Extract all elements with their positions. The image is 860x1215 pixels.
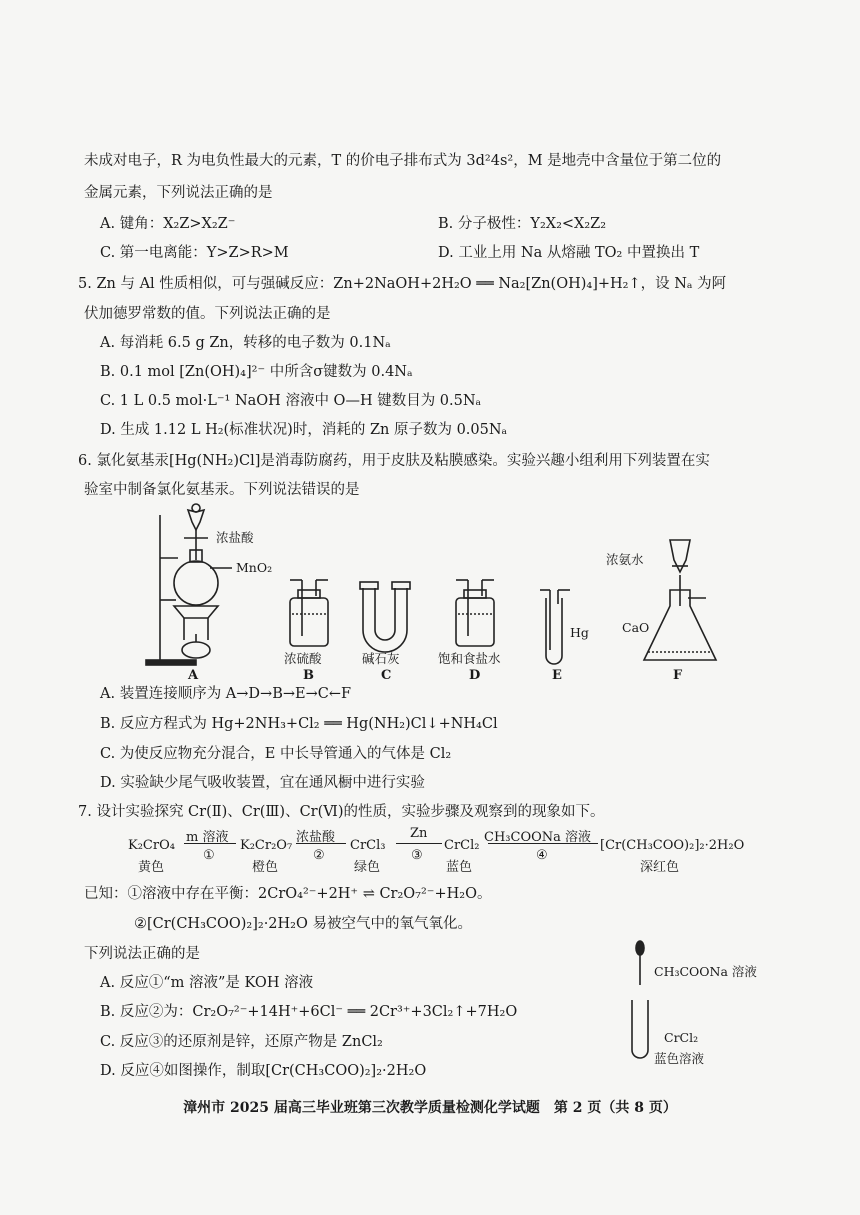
label-ch3coona-solution: CH₃COONa 溶液 bbox=[654, 964, 757, 979]
q4-stem-line1: 未成对电子，R 为电负性最大的元素，T 的价电子排布式为 3d²4s²，M 是地壳中含量位于第二位的 bbox=[84, 153, 722, 169]
dropping-funnel-f bbox=[670, 540, 690, 572]
q6-option-d: D. 实验缺少尾气吸收装置，宜在通风橱中进行实验 bbox=[100, 775, 425, 791]
label-conc-ammonia: 浓氨水 bbox=[606, 552, 644, 567]
label-mno2: MnO₂ bbox=[236, 560, 273, 575]
step-4: ④ bbox=[536, 848, 548, 863]
q5-option-c: C. 1 L 0.5 mol·L⁻¹ NaOH 溶液中 O—H 键数目为 0.5Nₐ bbox=[100, 393, 482, 409]
step-2: ② bbox=[313, 848, 325, 863]
q5-option-b: B. 0.1 mol [Zn(OH)₄]²⁻ 中所含σ键数为 0.4Nₐ bbox=[100, 364, 413, 380]
caption-c: C bbox=[381, 668, 392, 683]
q5-stem-line1: 5. Zn 与 Al 性质相似，可与强碱反应：Zn+2NaOH+2H₂O ══ Na₂[Zn(OH)₄]+H₂↑，设 Nₐ 为阿 bbox=[78, 276, 727, 292]
q7-known-2: ②[Cr(CH₃COO)₂]₂·2H₂O 易被空气中的氧气氧化。 bbox=[134, 916, 472, 932]
dropping-funnel bbox=[188, 510, 204, 530]
q7-option-b: B. 反应②为：Cr₂O₇²⁻+14H⁺+6Cl⁻ ══ 2Cr³⁺+3Cl₂↑+7H₂O bbox=[100, 1004, 518, 1020]
q7-option-d: D. 反应④如图操作，制取[Cr(CH₃COO)₂]₂·2H₂O bbox=[100, 1063, 427, 1079]
q6-option-c: C. 为使反应物充分混合，E 中长导管通入的气体是 Cl₂ bbox=[100, 746, 452, 762]
species-crcl3: CrCl₃ bbox=[350, 838, 386, 853]
q7-option-c: C. 反应③的还原剂是锌，还原产物是 ZnCl₂ bbox=[100, 1034, 383, 1050]
q7-stem-line1: 7. 设计实验探究 Cr(Ⅱ)、Cr(Ⅲ)、Cr(Ⅵ)的性质，实验步骤及观察到的现象如下。 bbox=[78, 804, 605, 820]
q6-stem-line2: 验室中制备氯化氨基汞。下列说法错误的是 bbox=[84, 482, 360, 498]
caption-e: E bbox=[552, 668, 562, 683]
species-k2cro4: K₂CrO₄ bbox=[128, 838, 175, 853]
reagent-zn: Zn bbox=[410, 826, 428, 841]
caption-a: A bbox=[188, 668, 199, 683]
alcohol-lamp bbox=[182, 642, 210, 658]
q5-stem-line2: 伏加德罗常数的值。下列说法正确的是 bbox=[84, 306, 331, 322]
page-footer: 漳州市 2025 届高三毕业班第三次教学质量检测化学试题 第 2 页（共 8 页） bbox=[183, 1100, 677, 1116]
label-soda-lime: 碱石灰 bbox=[362, 651, 400, 666]
label-blue-solution: 蓝色溶液 bbox=[654, 1051, 705, 1066]
species-k2cr2o7: K₂Cr₂O₇ bbox=[240, 838, 293, 853]
q6-option-b: B. 反应方程式为 Hg+2NH₃+Cl₂ ══ Hg(NH₂)Cl↓+NH₄Cl bbox=[100, 716, 498, 732]
q6-stem-line1: 6. 氯化氨基汞[Hg(NH₂)Cl]是消毒防腐药，用于皮肤及粘膜感染。实验兴趣小组利用下列装置在实 bbox=[78, 453, 710, 469]
step-1: ① bbox=[203, 848, 215, 863]
caption-d: D bbox=[469, 668, 481, 683]
q7-option-a: A. 反应①“m 溶液”是 KOH 溶液 bbox=[100, 975, 314, 991]
q5-option-d: D. 生成 1.12 L H₂(标准状况)时，消耗的 Zn 原子数为 0.05Nₐ bbox=[100, 422, 508, 438]
q7-known-1: 已知：①溶液中存在平衡：2CrO₄²⁻+2H⁺ ⇌ Cr₂O₇²⁻+H₂O。 bbox=[84, 886, 492, 902]
color-orange: 橙色 bbox=[252, 860, 279, 875]
test-tube-e bbox=[546, 598, 562, 664]
wash-bottle-d bbox=[456, 598, 494, 646]
caption-b: B bbox=[303, 668, 314, 683]
label-cao: CaO bbox=[622, 620, 650, 635]
label-conc-h2so4: 浓硫酸 bbox=[284, 651, 322, 666]
arrow-4 bbox=[488, 843, 598, 844]
arrow-3 bbox=[396, 843, 442, 844]
label-conc-hcl: 浓盐酸 bbox=[216, 530, 254, 545]
q4-option-d: D. 工业上用 Na 从熔融 TO₂ 中置换出 T bbox=[438, 245, 700, 261]
caption-f: F bbox=[673, 668, 683, 683]
q5-option-a: A. 每消耗 6.5 g Zn，转移的电子数为 0.1Nₐ bbox=[100, 335, 391, 351]
color-deep-red: 深红色 bbox=[640, 860, 680, 875]
wash-bottle-b bbox=[290, 598, 328, 646]
color-yellow: 黄色 bbox=[138, 860, 165, 875]
label-hg: Hg bbox=[570, 625, 589, 640]
q4-option-b: B. 分子极性：Y₂X₂<X₂Z₂ bbox=[438, 216, 607, 232]
step-3: ③ bbox=[411, 848, 423, 863]
reagent-ch3coona: CH₃COONa 溶液 bbox=[484, 830, 592, 845]
dropper-bulb bbox=[636, 941, 644, 955]
test-tube-q7 bbox=[632, 1000, 648, 1058]
q4-stem-line2: 金属元素，下列说法正确的是 bbox=[84, 185, 273, 201]
color-green: 绿色 bbox=[354, 860, 381, 875]
reagent-conc-hcl: 浓盐酸 bbox=[296, 830, 336, 845]
label-crcl2: CrCl₂ bbox=[664, 1030, 699, 1045]
arrow-2 bbox=[296, 843, 346, 844]
arrow-1 bbox=[184, 843, 236, 844]
label-sat-brine: 饱和食盐水 bbox=[438, 651, 501, 666]
species-cr-acetate: [Cr(CH₃COO)₂]₂·2H₂O bbox=[600, 838, 745, 853]
reagent-m-solution: m 溶液 bbox=[186, 830, 229, 845]
q7-stem: 下列说法正确的是 bbox=[84, 946, 200, 962]
species-crcl2: CrCl₂ bbox=[444, 838, 480, 853]
color-blue: 蓝色 bbox=[446, 860, 473, 875]
stand-base bbox=[146, 660, 196, 665]
u-tube bbox=[363, 588, 407, 652]
q6-option-a: A. 装置连接顺序为 A→D→B→E→C←F bbox=[100, 686, 352, 702]
q4-option-a: A. 键角：X₂Z>X₂Z⁻ bbox=[100, 216, 236, 232]
q4-option-c: C. 第一电离能：Y>Z>R>M bbox=[100, 245, 289, 261]
